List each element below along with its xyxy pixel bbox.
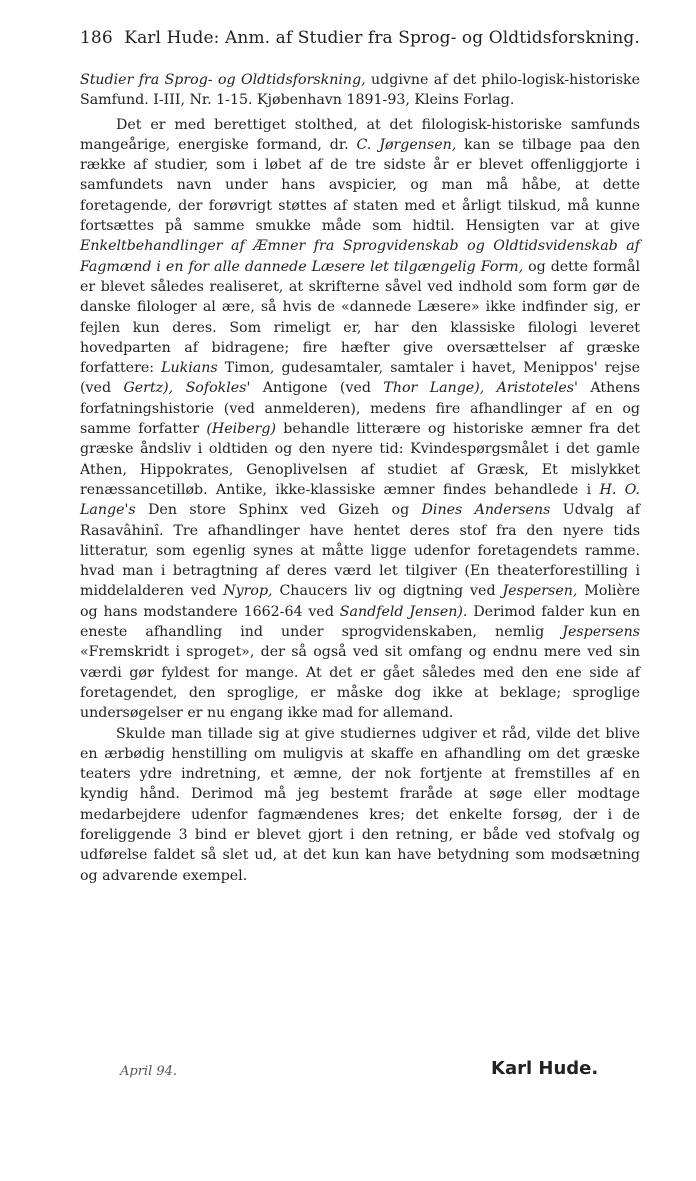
person-name: Gertz),	[123, 380, 174, 397]
text-run: behandle litterære og historiske æmner fra det græske åndsliv i oldtiden og den nyere tid: Kvindespørgsmålet i det gamle Athen, Hippokrates, Genoplivelsen af studiet af Græsk, Et mislykket renæssancetilløb. Antike, ikke-klassiske æmner findes behandlede i	[80, 421, 640, 498]
citation-title: Studier fra Sprog- og Oldtidsforskning,	[80, 72, 366, 88]
text-run: Chaucers liv og digtning ved	[279, 583, 496, 600]
text-run: Derimod falder kun en eneste afhandling ind under sprogvidenskaben, nemlig	[80, 603, 641, 641]
person-name: Jespersens	[562, 624, 641, 641]
person-name: C. Jørgensen,	[356, 136, 457, 153]
person-name: Thor Lange),	[383, 380, 485, 397]
running-header	[80, 28, 640, 48]
page-number: 186	[80, 28, 113, 48]
person-name: Sofokles'	[185, 380, 251, 397]
person-name: (Heiberg)	[206, 421, 277, 438]
text-run: Timon, gudesamtaler, samtaler i havet, Menippos' rejse (ved	[80, 360, 640, 397]
text-run: Molière og hans modstandere 1662-64 ved	[80, 583, 641, 620]
paragraph-1	[80, 115, 640, 724]
signoff	[80, 1058, 640, 1088]
person-name: H. O. Lange's	[80, 481, 641, 519]
date: April 94.	[120, 1064, 178, 1079]
person-name: Jespersen,	[502, 583, 578, 600]
text-run: Athens forfatningshistorie (ved anmelderen), medens fire afhandlinger af en og samme forfatter	[80, 380, 641, 438]
article-body	[80, 70, 640, 886]
text-run: Antigone (ved	[262, 380, 371, 397]
paragraph-2: Skulde man tillade sig at give studiernes udgiver et råd, vilde det blive en ærbødig henstilling om muligvis at skaffe en afhandling om det græske teaters ydre indretning, et æmne, der nok fortjente at fremstilles af en kyndig hånd. Derimod må jeg bestemt fraråde at søge eller modtage medarbejdere udenfor fagmændenes kres; det enkelte forsøg, der i de foreliggende 3 bind er blevet gjort i den retning, er både ved stofvalg og udførelse faldet så slet ud, at det kun kan have betydning som modsætning og advarende exempel.	[80, 725, 640, 884]
series-aim-quote: Enkeltbehandlinger af Æmner fra Sprogvidenskab og Oldtidsvidenskab af Fagmænd i en for alle dannede Læsere let tilgængelig Form,	[80, 238, 640, 275]
text-run: Den store Sphinx ved Gizeh og	[148, 502, 410, 519]
citation	[80, 70, 640, 111]
person-name: Lukians	[161, 360, 218, 377]
person-name: Nyrop,	[223, 583, 273, 600]
person-name: Aristoteles'	[496, 380, 578, 397]
text-run: Det er med berettiget stolthed, at det filologisk-historiske samfunds mangeårige, energiske formand, dr.	[80, 116, 640, 153]
author-signature: Karl Hude.	[491, 1058, 599, 1079]
person-name: Dines Andersens	[421, 502, 551, 519]
text-run: «Fremskridt i sproget», der så også ved sit omfang og endnu mere ved sin værdi gør fyldest for mange. At det er gået således med den ene side af foretagendet, den sproglige, er måske dog ikke at beklage; sproglige undersøgelser er nu engang ikke mad for allemand.	[80, 644, 640, 722]
citation-details: udgivne af det philo-logisk-historiske Samfund. I-III, Nr. 1-15. Kjøbenhavn 1891-93, Kleins Forlag.	[80, 72, 640, 109]
running-title: Karl Hude: Anm. af Studier fra Sprog- og Oldtidsforskning.	[124, 28, 640, 48]
person-name: Sandfeld Jensen).	[339, 603, 468, 620]
text-run: og dette formål er blevet således realiseret, at skrifterne såvel ved indhold som form gør de danske filologer al ære, så hvis de «dannede Læsere» ikke indfinder sig, er fejlen kun deres. Som rimeligt er, har den klassiske filologi leveret hovedparten af bidragene; fire hæfter give oversættelser af græske forfattere:	[80, 258, 640, 377]
text-run: Udvalg af Rasavâhinî. Tre afhandlinger have hentet deres stof fra den nyere tids litteratur, som egenlig synes at måtte ligge udenfor foretagendets ramme. hvad man i betragtning af deres værd let tilgiver (En theaterforestilling i middelalderen ved	[80, 502, 640, 600]
text-run: kan se tilbage paa den række af studier, som i løbet af de tre sidste år er blevet offenliggjorte i samfundets navn under hans avspicier, og man må håbe, at dette foretagende, der forøvrigt støttes af staten med et årligt tilskud, må kunne fortsættes på samme smukke måde som hidtil. Hensigten var at give	[80, 136, 641, 235]
